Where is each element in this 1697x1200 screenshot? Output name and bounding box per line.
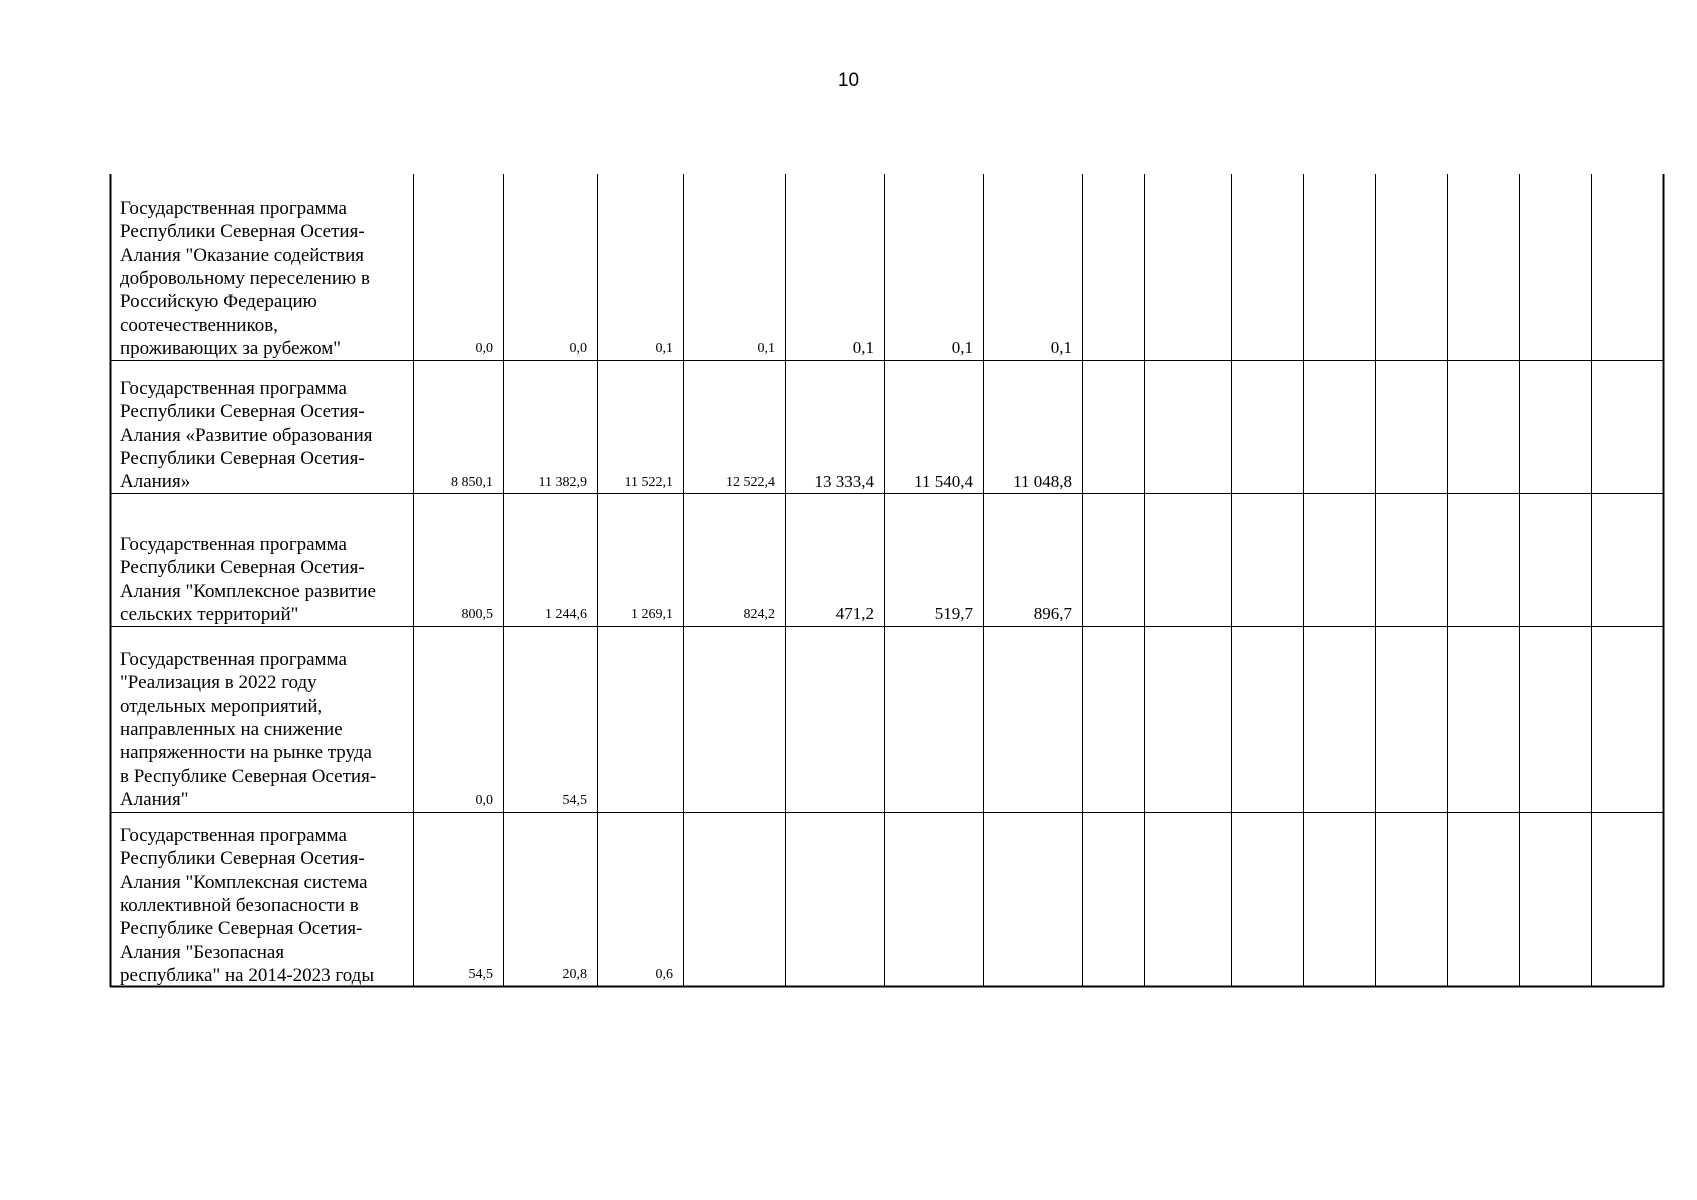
program-name-line: коллективной безопасности в xyxy=(120,894,359,916)
program-name-line: отдельных мероприятий, xyxy=(120,695,323,717)
program-name-line: проживающих за рубежом" xyxy=(120,337,341,359)
value-cell: 54,5 xyxy=(468,967,493,982)
value-cell: 0,1 xyxy=(655,341,673,356)
value-cell: 1 244,6 xyxy=(545,607,587,622)
program-name-line: Государственная программа xyxy=(120,198,347,219)
program-name-line: Республике Северная Осетия- xyxy=(120,918,363,940)
value-cell: 800,5 xyxy=(461,607,493,622)
value-cell: 0,1 xyxy=(757,341,775,356)
program-name-line: "Реализация в 2022 году xyxy=(120,672,317,694)
value-cell: 54,5 xyxy=(562,793,587,808)
program-name-line: Государственная программа xyxy=(120,649,347,670)
value-cell: 896,7 xyxy=(1033,604,1072,623)
program-name-line: Республики Северная Осетия- xyxy=(120,401,365,423)
program-name-line: республика" на 2014-2023 годы xyxy=(120,964,375,986)
program-name-line: сельских территорий" xyxy=(120,603,299,625)
value-cell: 11 048,8 xyxy=(1013,472,1072,491)
program-name-line: Государственная программа xyxy=(120,825,347,846)
value-cell: 11 382,9 xyxy=(538,475,587,490)
value-cell: 824,2 xyxy=(743,607,775,622)
program-name-line: Республики Северная Осетия- xyxy=(120,221,365,243)
value-cell: 0,0 xyxy=(475,341,493,356)
value-cell: 11 540,4 xyxy=(914,472,973,491)
program-name-line: Республики Северная Осетия- xyxy=(120,447,365,469)
program-name-line: Алания "Безопасная xyxy=(120,941,285,963)
program-name-line: Российскую Федерацию xyxy=(120,291,317,313)
value-cell: 519,7 xyxy=(934,604,973,623)
program-name-line: Алания» xyxy=(120,471,191,493)
program-name-line: Государственная программа xyxy=(120,534,347,555)
value-cell: 0,1 xyxy=(951,338,973,357)
program-name-line: соотечественников, xyxy=(120,314,278,336)
program-name-line: Алания «Развитие образования xyxy=(120,424,373,446)
value-cell: 8 850,1 xyxy=(451,475,493,490)
value-cell: 471,2 xyxy=(835,604,874,623)
value-cell: 20,8 xyxy=(562,967,587,982)
program-name-line: Алания "Комплексная система xyxy=(120,871,368,893)
program-name-line: Государственная программа xyxy=(120,378,347,399)
program-name-line: в Республике Северная Осетия- xyxy=(120,765,377,787)
program-name-line: Алания "Оказание содействия xyxy=(120,244,365,266)
value-cell: 0,6 xyxy=(655,967,673,982)
program-name-line: добровольному переселению в xyxy=(120,267,370,289)
value-cell: 12 522,4 xyxy=(726,475,775,490)
page-number: 10 xyxy=(837,70,860,91)
value-cell: 1 269,1 xyxy=(631,607,673,622)
program-name-line: Республики Северная Осетия- xyxy=(120,848,365,870)
program-name-line: Алания" xyxy=(120,788,189,810)
value-cell: 0,0 xyxy=(475,793,493,808)
value-cell: 11 522,1 xyxy=(624,475,673,490)
value-cell: 13 333,4 xyxy=(814,472,874,491)
program-name-line: напряженности на рынке труда xyxy=(120,742,372,764)
value-cell: 0,1 xyxy=(852,338,874,357)
program-name-line: Алания "Комплексное развитие xyxy=(120,580,376,602)
program-name-line: направленных на снижение xyxy=(120,718,343,740)
program-name-line: Республики Северная Осетия- xyxy=(120,557,365,579)
value-cell: 0,1 xyxy=(1050,338,1072,357)
value-cell: 0,0 xyxy=(569,341,587,356)
